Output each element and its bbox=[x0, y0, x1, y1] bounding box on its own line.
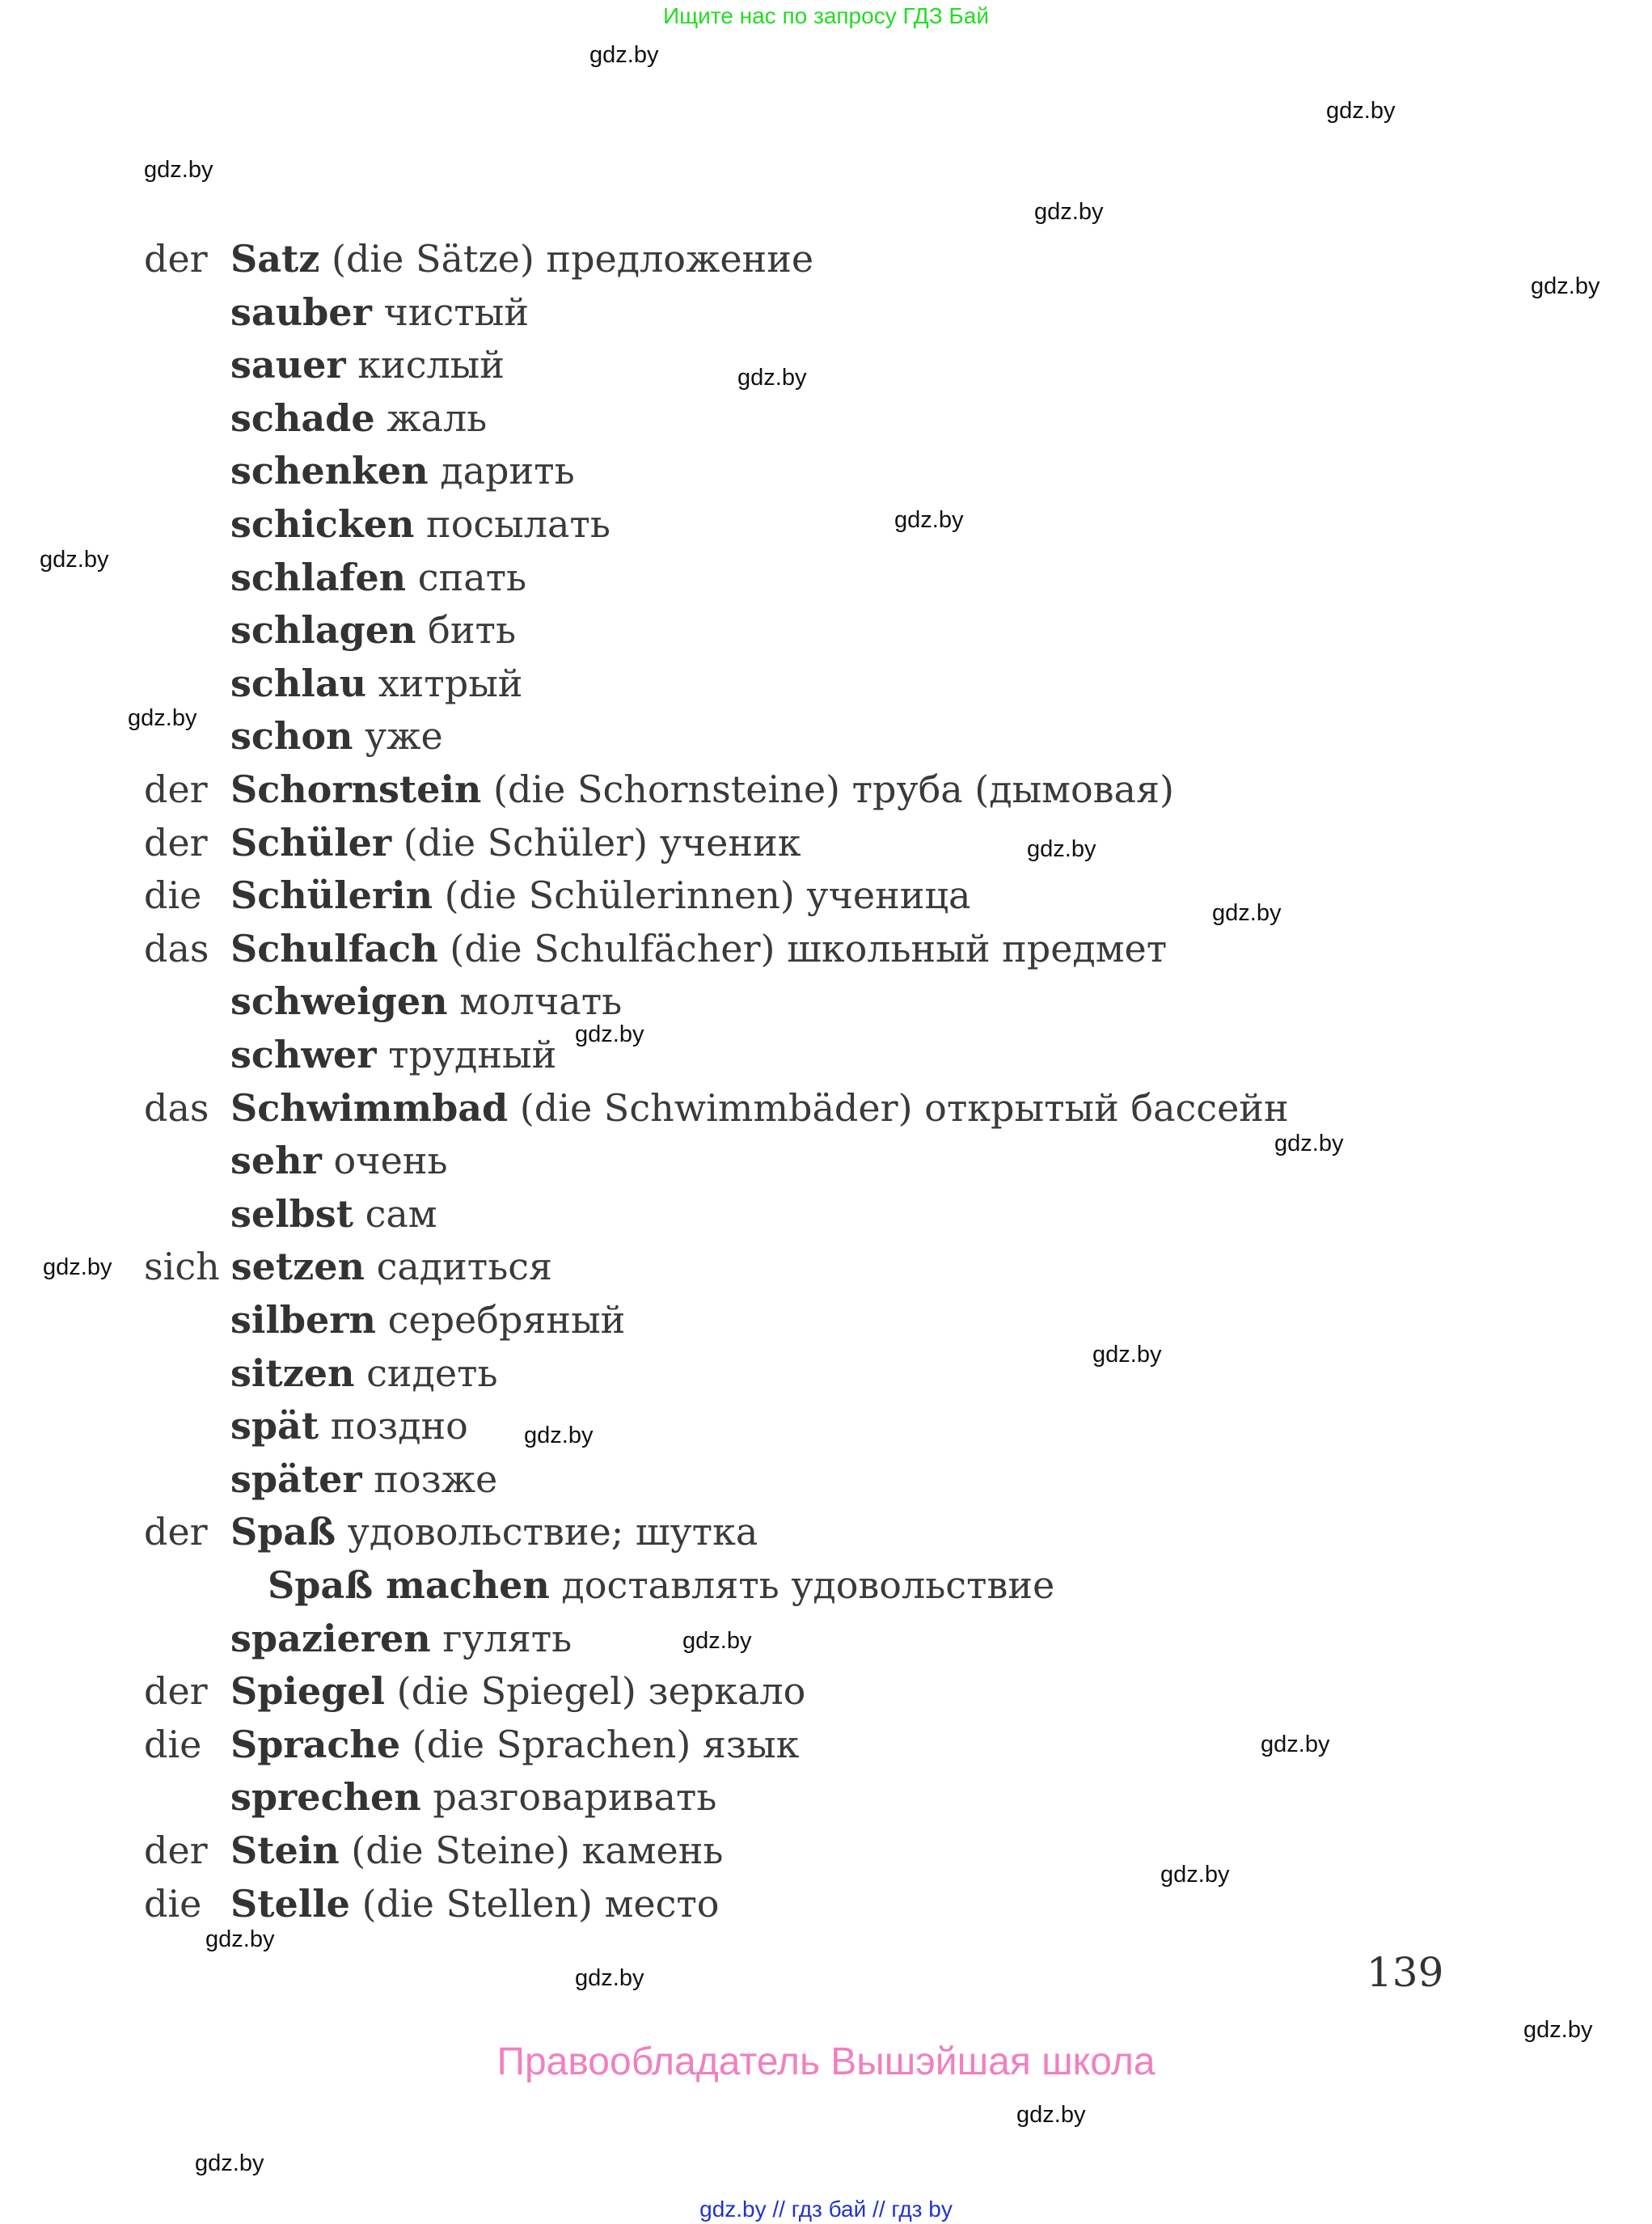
entry-translation: (die Schülerinnen) ученица bbox=[444, 873, 971, 918]
watermark-text: gdz.by bbox=[1531, 273, 1600, 299]
entry-headword: Spaß machen bbox=[268, 1563, 550, 1607]
entry-headword: sprechen bbox=[230, 1775, 421, 1820]
dictionary-entry bbox=[144, 869, 970, 922]
watermark-text: gdz.by bbox=[40, 547, 109, 573]
entry-translation: жаль bbox=[387, 395, 488, 440]
entry-headword: schenken bbox=[230, 449, 429, 493]
entry-translation: (die Steine) камень bbox=[351, 1829, 724, 1872]
dictionary-entry bbox=[144, 233, 813, 285]
entry-headword: schweigen bbox=[230, 979, 448, 1024]
dictionary-entry bbox=[144, 1135, 448, 1187]
dictionary-entry bbox=[144, 339, 505, 391]
dictionary-entry bbox=[144, 1719, 799, 1771]
entry-headword: Stein bbox=[230, 1829, 340, 1872]
entry-headword: setzen bbox=[230, 1245, 365, 1289]
dictionary-entry bbox=[144, 1665, 805, 1718]
watermark-text: gdz.by bbox=[589, 42, 659, 68]
entry-translation: удовольствие; шутка bbox=[347, 1510, 758, 1554]
footer-links[interactable]: gdz.by // гдз бай // гдз by bbox=[699, 2197, 953, 2222]
entry-translation: посылать bbox=[426, 502, 611, 546]
dictionary-entry bbox=[144, 817, 801, 869]
entry-translation: (die Stellen) место bbox=[361, 1881, 720, 1926]
watermark-text: gdz.by bbox=[575, 1021, 644, 1047]
entry-translation: (die Sprachen) язык bbox=[412, 1722, 800, 1766]
entry-translation: бить bbox=[428, 608, 516, 653]
entry-headword: spazieren bbox=[230, 1616, 431, 1660]
entry-translation: садиться bbox=[376, 1245, 553, 1289]
watermark-text: gdz.by bbox=[894, 507, 964, 533]
entry-headword: Schülerin bbox=[230, 873, 433, 918]
entry-headword: Schornstein bbox=[230, 767, 482, 811]
entry-translation: (die Spiegel) зеркало bbox=[396, 1669, 806, 1714]
watermark-text: gdz.by bbox=[1160, 1862, 1230, 1888]
entry-translation: (die Schornsteine) труба (дымовая) bbox=[493, 767, 1174, 811]
entry-article: der bbox=[144, 237, 208, 281]
entry-article: die bbox=[144, 1881, 202, 1926]
dictionary-entry bbox=[144, 763, 1174, 816]
dictionary-entry bbox=[144, 1347, 498, 1400]
watermark-text: gdz.by bbox=[737, 365, 807, 391]
entry-translation: серебряный bbox=[387, 1298, 626, 1342]
entry-translation: гулять bbox=[442, 1616, 572, 1660]
entry-headword: schlafen bbox=[230, 555, 407, 599]
dictionary-entry bbox=[144, 445, 575, 497]
entry-translation: молчать bbox=[459, 979, 623, 1024]
entry-article: der bbox=[144, 1510, 208, 1554]
dictionary-entry bbox=[144, 498, 611, 551]
watermark-text: gdz.by bbox=[575, 1965, 644, 1991]
entry-headword: schlau bbox=[230, 661, 367, 705]
dictionary-entry bbox=[144, 1506, 758, 1558]
dictionary-entry bbox=[144, 1082, 1289, 1135]
entry-article: sich bbox=[144, 1245, 220, 1289]
entry-translation: уже bbox=[365, 714, 443, 759]
entry-translation: позже bbox=[374, 1457, 498, 1501]
entry-headword: sitzen bbox=[230, 1351, 355, 1395]
watermark-text: gdz.by bbox=[43, 1254, 112, 1280]
entry-translation: кислый bbox=[357, 343, 505, 387]
entry-translation: доставлять удовольствие bbox=[561, 1563, 1055, 1607]
entry-article: der bbox=[144, 820, 208, 865]
entry-translation: сидеть bbox=[366, 1351, 498, 1395]
watermark-text: gdz.by bbox=[1034, 199, 1104, 225]
watermark-text: gdz.by bbox=[524, 1423, 594, 1448]
dictionary-entry bbox=[144, 604, 516, 657]
entry-article: die bbox=[144, 1722, 202, 1766]
entry-translation: (die Schüler) ученик bbox=[403, 820, 801, 865]
dictionary-entry bbox=[144, 657, 522, 710]
dictionary-entry bbox=[144, 923, 1167, 975]
dictionary-entry bbox=[144, 1771, 716, 1824]
entry-translation: (die Schwimmbäder) открытый бассейн bbox=[519, 1085, 1289, 1130]
dictionary-entry bbox=[144, 552, 526, 604]
entry-translation: очень bbox=[333, 1139, 448, 1183]
search-hint-banner: Ищите нас по запросу ГДЗ Бай bbox=[662, 3, 990, 28]
dictionary-entry bbox=[144, 1878, 720, 1930]
watermark-text: gdz.by bbox=[144, 157, 213, 183]
entry-headword: sauer bbox=[230, 343, 346, 387]
entry-headword: Stelle bbox=[230, 1881, 350, 1926]
watermark-text: gdz.by bbox=[1212, 900, 1282, 926]
entry-translation: чистый bbox=[383, 290, 530, 334]
watermark-text: gdz.by bbox=[205, 1926, 275, 1952]
entry-translation: (die Schulfächer) школьный предмет bbox=[450, 926, 1168, 970]
entry-article: der bbox=[144, 1669, 208, 1714]
entry-headword: Schwimmbad bbox=[230, 1085, 509, 1130]
dictionary-entry bbox=[144, 1613, 572, 1665]
entry-translation: спать bbox=[417, 555, 527, 599]
entry-translation: хитрый bbox=[378, 661, 523, 705]
dictionary-entry bbox=[144, 1400, 468, 1452]
watermark-text: gdz.by bbox=[128, 705, 197, 731]
dictionary-entry bbox=[144, 975, 622, 1028]
copyright-owner: Правообладатель Вышэйшая школа bbox=[496, 2040, 1156, 2083]
entry-headword: Sprache bbox=[230, 1722, 401, 1766]
entry-headword: schicken bbox=[230, 502, 415, 546]
entry-translation: дарить bbox=[440, 449, 575, 493]
entry-translation: (die Sätze) предложение bbox=[332, 237, 814, 281]
entry-headword: Spiegel bbox=[230, 1669, 386, 1714]
entry-headword: Schüler bbox=[230, 820, 392, 865]
watermark-text: gdz.by bbox=[1523, 2017, 1593, 2043]
entry-headword: später bbox=[230, 1457, 362, 1501]
dictionary-entry bbox=[144, 1294, 625, 1347]
dictionary-entry bbox=[144, 1241, 552, 1293]
entry-article: der bbox=[144, 767, 208, 811]
dictionary-entry bbox=[144, 1453, 497, 1506]
entry-headword: Schulfach bbox=[230, 926, 438, 970]
entry-headword: sauber bbox=[230, 290, 372, 334]
entry-article: das bbox=[144, 1085, 209, 1130]
watermark-text: gdz.by bbox=[682, 1628, 752, 1654]
watermark-text: gdz.by bbox=[195, 2150, 264, 2176]
entry-headword: schon bbox=[230, 714, 353, 759]
watermark-text: gdz.by bbox=[1027, 836, 1096, 862]
watermark-text: gdz.by bbox=[1274, 1131, 1344, 1156]
dictionary-entry bbox=[144, 392, 487, 445]
dictionary-entry bbox=[268, 1559, 1054, 1612]
entry-translation: сам bbox=[365, 1191, 437, 1236]
entry-headword: silbern bbox=[230, 1298, 376, 1342]
watermark-text: gdz.by bbox=[1016, 2102, 1086, 2128]
dictionary-entry bbox=[144, 286, 529, 339]
entry-headword: schlagen bbox=[230, 608, 416, 653]
page-number: 139 bbox=[1367, 1949, 1444, 1996]
entry-headword: selbst bbox=[230, 1191, 353, 1236]
dictionary-entry bbox=[144, 1029, 556, 1081]
watermark-text: gdz.by bbox=[1092, 1342, 1162, 1368]
entry-headword: schade bbox=[230, 395, 375, 440]
watermark-text: gdz.by bbox=[1261, 1731, 1330, 1757]
entry-headword: spät bbox=[230, 1404, 319, 1448]
entry-headword: Satz bbox=[230, 237, 320, 281]
entry-translation: разговаривать bbox=[433, 1775, 717, 1820]
entry-article: der bbox=[144, 1829, 208, 1872]
entry-headword: Spaß bbox=[230, 1510, 336, 1554]
entry-article: die bbox=[144, 873, 202, 918]
entry-headword: sehr bbox=[230, 1139, 322, 1183]
entry-translation: поздно bbox=[330, 1404, 468, 1448]
entry-translation: трудный bbox=[388, 1033, 557, 1076]
entry-article: das bbox=[144, 926, 209, 970]
dictionary-entry bbox=[144, 1188, 437, 1241]
entry-headword: schwer bbox=[230, 1033, 377, 1076]
dictionary-entry bbox=[144, 1824, 723, 1877]
watermark-text: gdz.by bbox=[1326, 98, 1396, 124]
